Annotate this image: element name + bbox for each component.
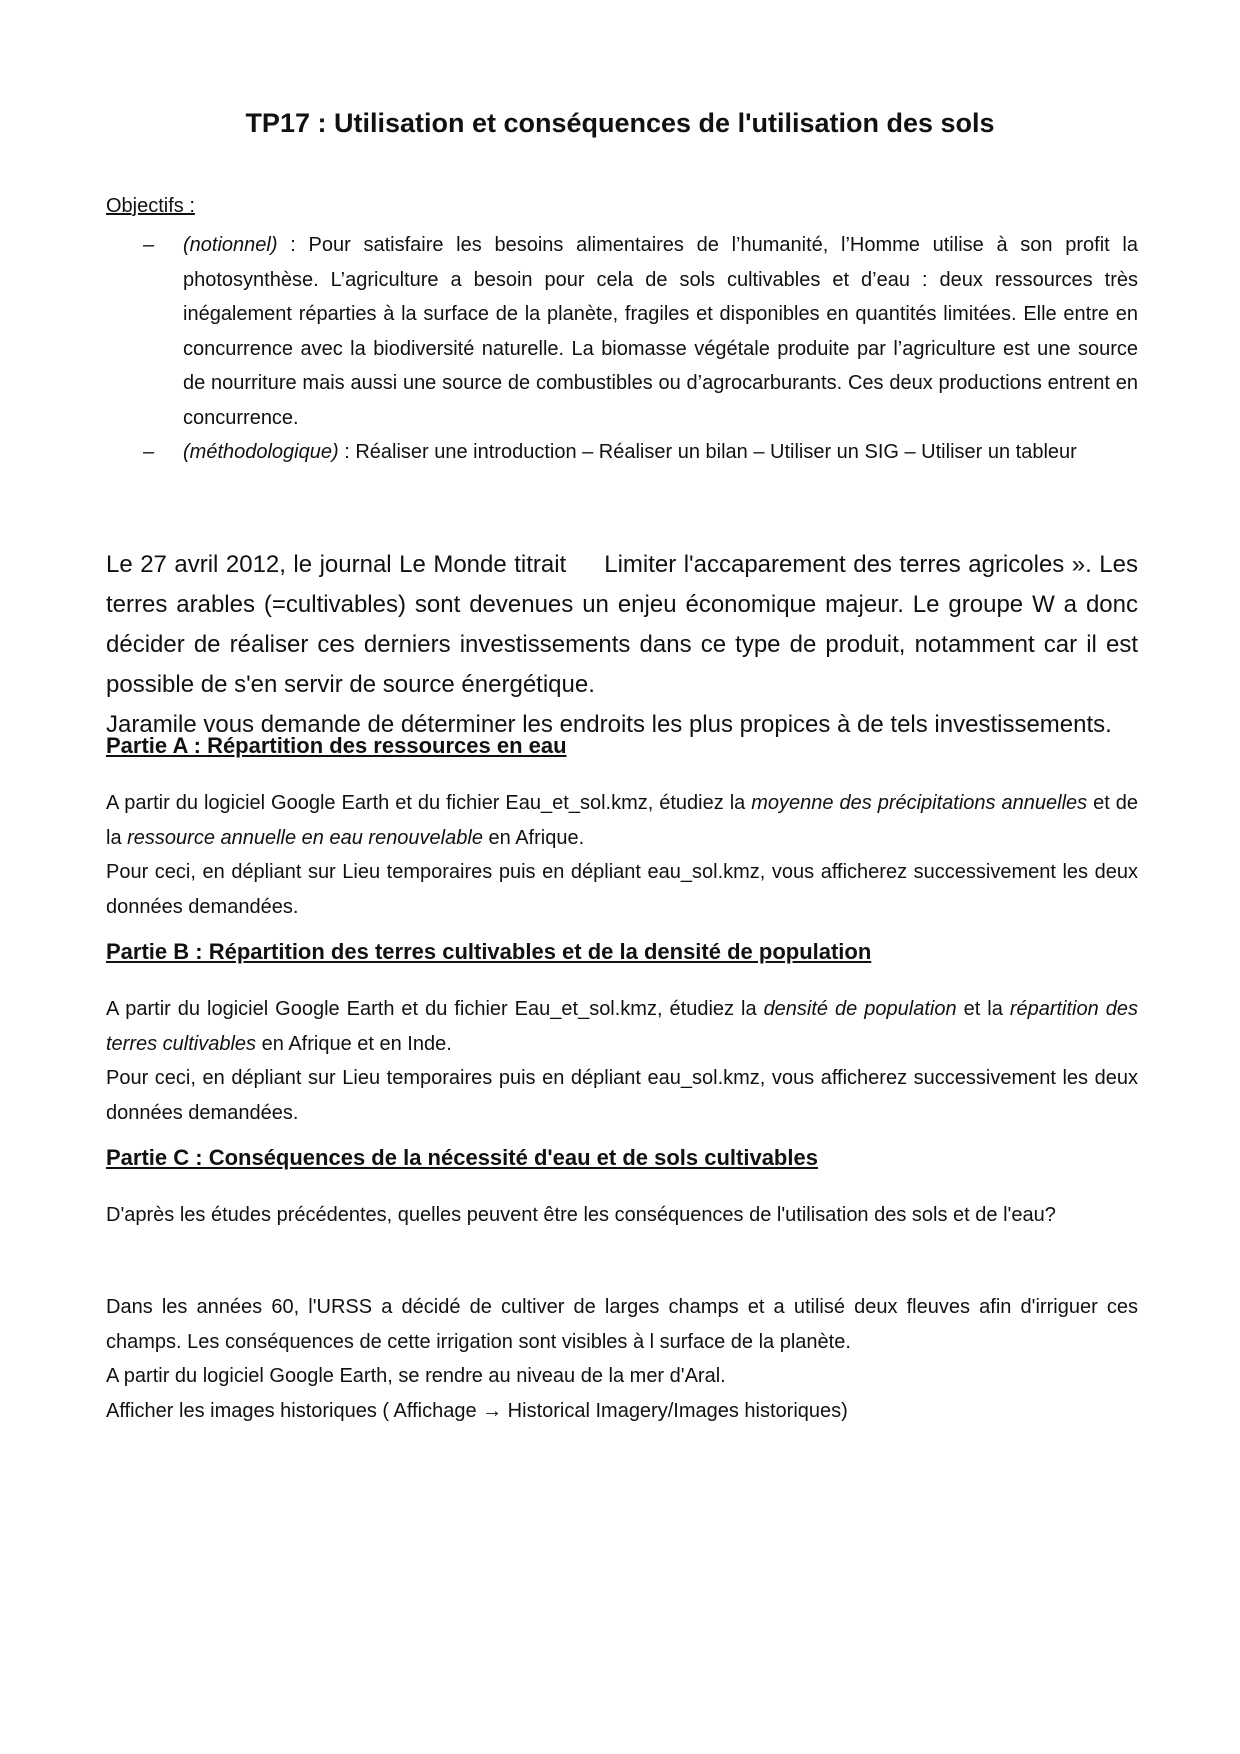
intro-section [106,545,1138,745]
part-c-step-2: Afficher les images historiques ( Affichage → Historical Imagery/Images historiques) [106,1399,848,1422]
objectives-label: Objectifs : [106,195,195,217]
emphasis: moyenne des précipitations annuelles [751,792,1088,814]
intro-paragraph [106,545,1138,705]
intro-start: Le 27 avril 2012, le journal Le Monde titrait [106,551,567,578]
document-title: TP17 : Utilisation et conséquences de l'utilisation des sols [245,108,995,138]
part-a-title: Partie A : Répartition des ressources en eau [106,733,567,758]
dash-bullet: – [143,234,155,256]
part-b-instruction [106,992,1138,1061]
text-run: et la [956,998,1010,1020]
text-run: et de la [106,792,1138,849]
part-a-body [106,786,1138,924]
part-b-title: Partie B : Répartition des terres cultivables et de la densité de population [106,939,872,964]
text-run: en Afrique. [482,826,585,849]
emphasis: ressource annuelle en eau renouvelable [127,826,483,849]
part-c-question-text: D'après les études précédentes, quelles peuvent être les conséquences de l'utilisation des sols et de l'eau? [106,1204,1056,1226]
objective-methodologique [106,435,1138,470]
part-a-instruction [106,786,1138,855]
objective-tag: (notionnel) [183,234,278,256]
part-c-context: Dans les années 60, l'URSS a décidé de cultiver de larges champs et a utilisé deux fleuves afin d'irriguer ces champs. Les conséquences de cette irrigation sont visibles à l surface de la planète. [106,1296,1138,1353]
objective-text: : Pour satisfaire les besoins alimentaires de l’humanité, l’Homme utilise à son profit la photosynthèse. L’agriculture a besoin pour cela de sols cultivables et d’eau : deux ressources très inégalement réparties à la surface de la planète, fragiles et disponibles en quantités limitées. Elle entre en concurrence avec la biodiversité naturelle. La biomasse végétale produite par l’agriculture est une source de nourriture mais aussi une source de combustibles ou d’agrocarburants. Ces deux productions entrent en concurrence. [183,234,1138,429]
emphasis: répartition des terres cultivables [106,998,1138,1055]
objective-text: : Réaliser une introduction – Réaliser un bilan – Utiliser un SIG – Utiliser un tableur [338,441,1077,463]
part-b-body [106,992,1138,1130]
part-b-howto: Pour ceci, en dépliant sur Lieu temporaires puis en dépliant eau_sol.kmz, vous afficherez successivement les deux données demandées. [106,1067,1138,1124]
intro-quote: Limiter l'accaparement des terres agricoles ». [604,551,1092,578]
emphasis: densité de population [763,998,957,1020]
dash-bullet: – [143,441,155,463]
part-c-question [106,1198,1138,1233]
text-run: A partir du logiciel Google Earth et du fichier Eau_et_sol.kmz, étudiez la [106,998,764,1020]
objectives-list [106,228,1138,470]
part-c-step-1: A partir du logiciel Google Earth, se rendre au niveau de la mer d'Aral. [106,1365,726,1387]
part-a-howto: Pour ceci, en dépliant sur Lieu temporaires puis en dépliant eau_sol.kmz, vous afficherez successivement les deux données demandées. [106,861,1138,918]
objective-tag: (méthodologique) [183,441,339,463]
intro-request: Jaramile vous demande de déterminer les endroits les plus propices à de tels investissements. [106,711,1112,738]
part-c-title: Partie C : Conséquences de la nécessité d'eau et de sols cultivables [106,1145,818,1170]
intro-rest: Les terres arables (=cultivables) sont devenues un enjeu économique majeur. Le groupe W a donc décider de réaliser ces derniers investissements dans ce type de produit, notamment car il est possible de s'en servir de source énergétique. [106,551,1139,698]
objective-notionnel [106,228,1138,435]
part-c-body [106,1290,1138,1428]
text-run: A partir du logiciel Google Earth et du fichier Eau_et_sol.kmz, étudiez la [106,792,752,814]
text-run: en Afrique et en Inde. [256,1032,452,1055]
